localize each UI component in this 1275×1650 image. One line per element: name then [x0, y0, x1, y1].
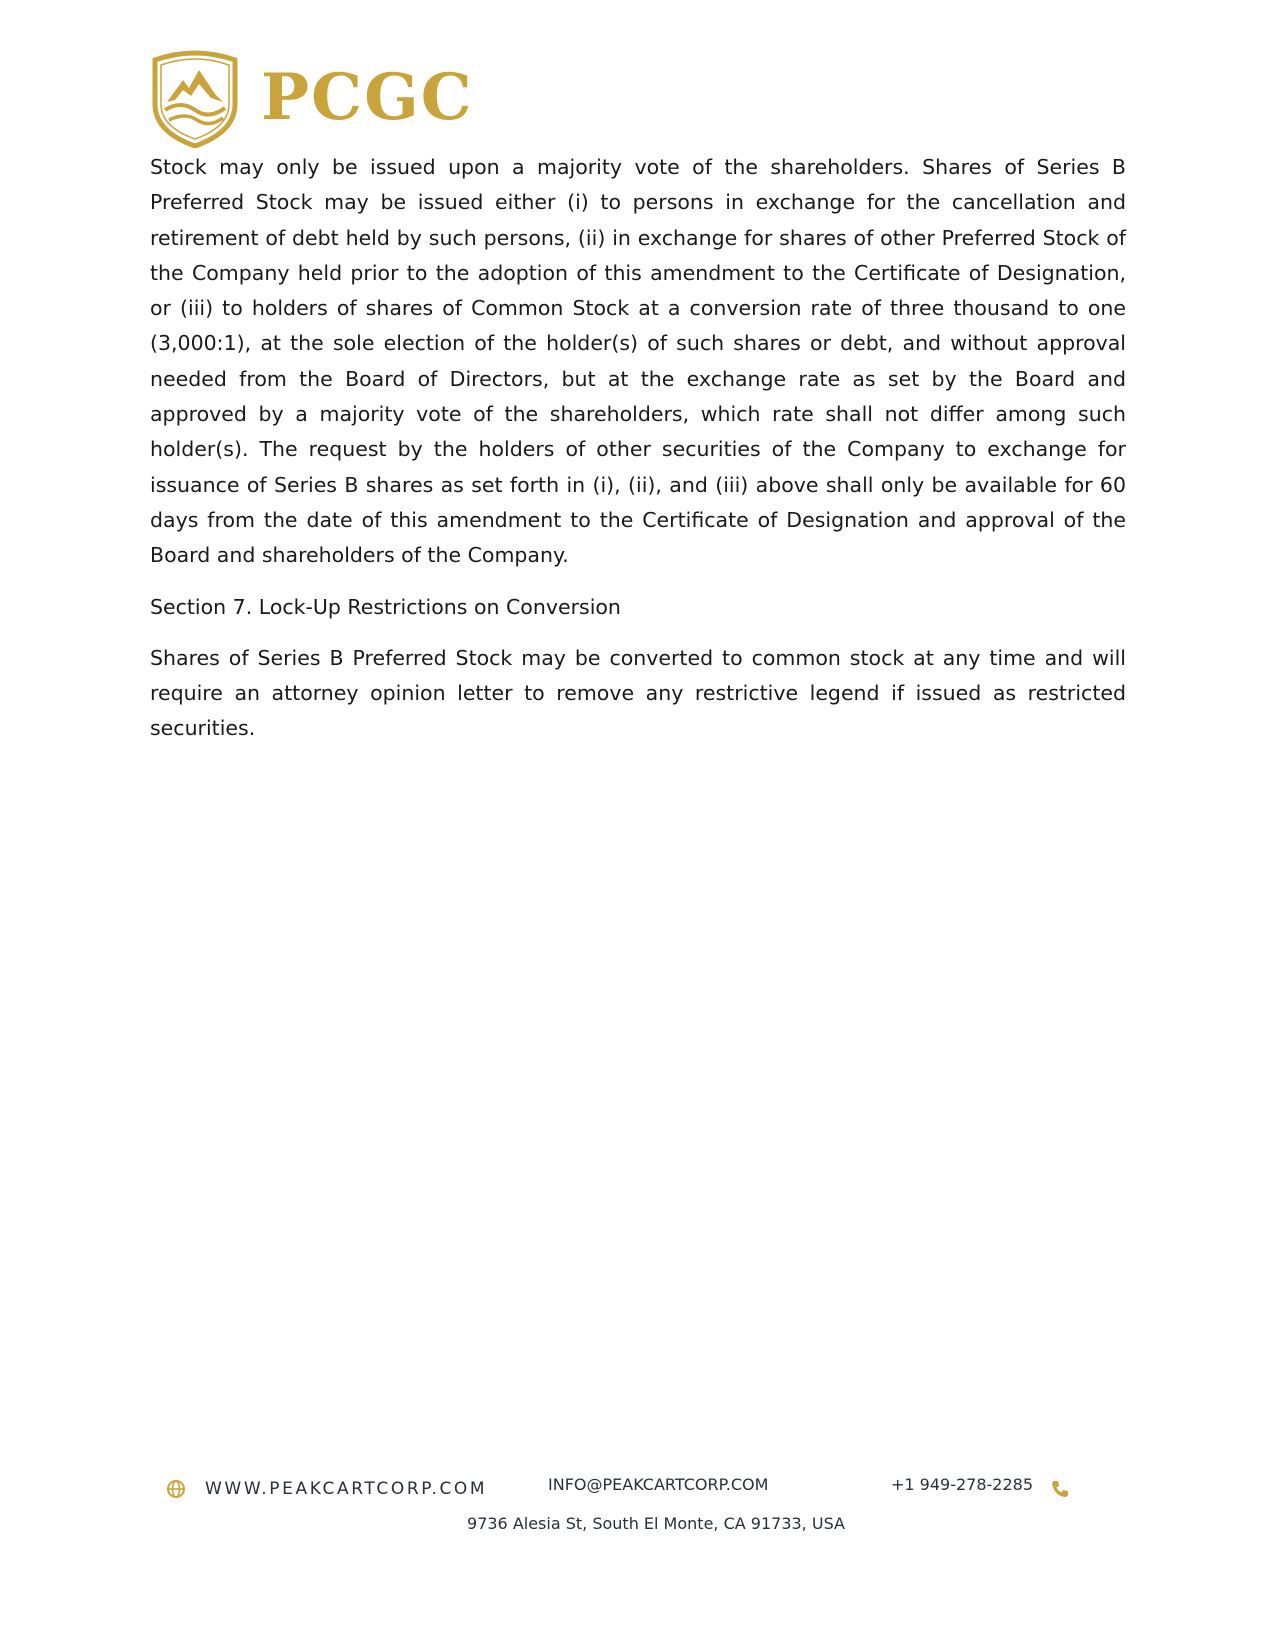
letterhead: [149, 48, 474, 148]
logo-wordmark: PCGC: [261, 60, 474, 135]
wave-1: [165, 105, 225, 115]
globe-icon: [166, 1479, 186, 1499]
paragraph-lock-up: Shares of Series B Preferred Stock may be converted to common stock at any time and will require an attorney opinion letter to remove any restrictive legend if issued as restricted securities.: [150, 645, 1126, 741]
mountain-shield-icon: [149, 48, 241, 148]
paragraph-series-b-issuance: Stock may only be issued upon a majority vote of the shareholders. Shares of Series B Preferred Stock may be issued either (i) to persons in exchange for the cancellation and retirement of debt held by such persons, (ii) in exchange for shares of other Preferred Stock of the Company held prior to the adoption of this amendment to the Certificate of Designation, or (iii) to holders of shares of Common Stock at a conversion rate of three thousand to one (3,000:1), at the sole election of the holder(s) of such shares or debt, and without approval needed from the Board of Directors, but at the exchange rate as set by the Board and approved by a majority vote of the shareholders, which rate shall not differ among such holder(s). The request by the holders of other securities of the Company to exchange for issuance of Series B shares as set forth in (i), (ii), and (iii) above shall only be available for 60 days from the date of this amendment to the Certificate of Designation and approval of the Board and shareholders of the Company.: [150, 155, 1126, 568]
footer-address: 9736 Alesia St, South El Monte, CA 91733, USA: [467, 1514, 845, 1533]
footer-website-link[interactable]: WWW.PEAKCARTCORP.COM: [205, 1479, 488, 1499]
document-body: [150, 150, 1126, 763]
mountain-peaks: [167, 70, 223, 102]
footer-contact-row: [0, 1477, 1275, 1507]
phone-icon: [1050, 1479, 1070, 1499]
section-heading: Section 7. Lock-Up Restrictions on Conversion: [150, 594, 621, 619]
footer-email-link[interactable]: INFO@PEAKCARTCORP.COM: [548, 1475, 769, 1494]
shield-outline: [155, 53, 235, 146]
footer-phone-number[interactable]: +1 949-278-2285: [891, 1475, 1034, 1494]
wave-2: [169, 116, 223, 124]
